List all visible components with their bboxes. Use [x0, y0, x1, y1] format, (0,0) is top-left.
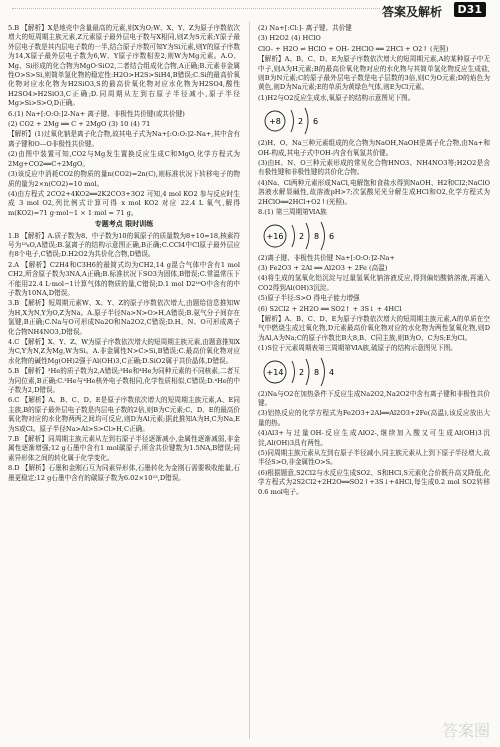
- right-bottom-paragraph: (3) Fe2O3 + 2Al ══ Al2O3 + 2Fe (高温): [258, 263, 388, 272]
- right-top-paragraph: (2) Na+[:Cl:]- 离子键、共价键: [258, 24, 352, 32]
- left-paragraph: 8.D 【解析】石墨和金刚石互为同素异形体,石墨转化为金刚石需要吸收能量,石墨更稳定;12 g石墨中含有的碳原子数为6.02×10²³,D错误。: [8, 464, 240, 482]
- sulfur-shell-2: 8: [314, 231, 320, 241]
- column-divider: [249, 22, 250, 739]
- left-paragraph: 6.C 【解析】A、B、C、D、E是原子序数依次增大的短周期主族元素,A、E同主族,B的原子最外层电子数是内层电子数的2倍,则B为C元素;C、D、E的最高价氧化物对应的水化物两两之间均可反应,则D为Al元素;据此推知A为H,C为Na,E为S或Cl。原子半径Na>Al>S>Cl>H,C正确。: [8, 396, 240, 433]
- right-bottom-paragraph: (2)离子键、非极性共价键 Na+[:O:O:]2-Na+: [258, 253, 395, 262]
- right-bottom-paragraph: (4)将生成的氢氧化铝沉淀与过量氢氧化钠溶液反应,得到偏铝酸钠溶液,再通入CO2得到Al(OH)3沉淀。: [258, 274, 490, 292]
- silicon-atom-diagram: [258, 355, 490, 389]
- right-bottom-paragraph: (6) S2Cl2 + 2H2O ══ SO2↑ + 3S↓ + 4HCl: [258, 304, 402, 313]
- silicon-shell-2: 8: [314, 367, 320, 377]
- right-column-end: [258, 390, 490, 497]
- right-end-paragraph: (4)Al3+与过量OH-反应生成AlO2-,继续加入酸又可生成Al(OH)3沉淀,Al(OH)3具有两性。: [258, 429, 490, 447]
- watermark-logo: 答案圈: [441, 721, 490, 740]
- page-header: [0, 0, 500, 22]
- header-title: 答案及解析: [381, 5, 442, 19]
- oxygen-atom-structure-icon: [258, 104, 368, 138]
- oxygen-nucleus: +8: [269, 117, 281, 127]
- right-column-top: [258, 24, 490, 103]
- right-mid-paragraph: (4)Na、Cl两种元素形成NaCl,电解饱和食盐水得到NaOH、H2和Cl2;NaClO溶液水解显碱性,故溶液pH>7;次氯酸见光分解生成HCl和O2,化学方程式为2HClO══2HCl+O2↑(光照)。: [258, 178, 490, 206]
- right-mid-paragraph: (3)由H、N、O三种元素形成的常见化合物HNO3、NH4NO3等;H2O2是含有极性键和非极性键的共价化合物。: [258, 159, 490, 177]
- right-column-bottom: [258, 254, 490, 354]
- left-column: [8, 24, 240, 484]
- oxygen-shell-1: 2: [298, 117, 304, 127]
- silicon-atom-structure-icon: [258, 355, 378, 389]
- sulfur-nucleus: +16: [266, 231, 284, 241]
- sulfur-shell-3: 6: [329, 231, 335, 241]
- right-column-mid: [258, 139, 490, 217]
- left-paragraph: (3)该反应中消耗CO2的物质的量n(CO2)=2n(C),则标准状况下转移电子的物质的量为2×n(CO2)=10 mol。: [8, 170, 240, 188]
- right-bottom-paragraph: 【解析】A、B、C、D、E为原子序数依次增大的短周期主族元素,A的单质在空气中燃烧生成过氧化物,D元素最高价氧化物对应的水化物为两性氢氧化物,则D为Al,A为Na;C的原子序数比B大8,B、C同主族,则B为O、C为S;E为Cl。: [258, 314, 490, 342]
- left-paragraph: 4.C 【解析】X、Y、Z、W为原子序数依次增大的短周期主族元素,由题意推知X为C,Y为N,Z为Mg,W为Si。A.非金属性N>C>Si,B错误;C.最高价氧化物对应水化物的碱性Mg(OH)2强于Al(OH)3,C正确;D.SiO2属于共价晶体,D错误。: [8, 338, 240, 365]
- right-end-paragraph: (6)根据题意,S2Cl2与水反应生成SO2、S和HCl,S元素化合价既升高又降低,化学方程式为2S2Cl2+2H2O══SO2↑+3S↓+4HCl,每生成0.2 mol SO2转移0.6 mol电子。: [258, 468, 490, 496]
- left-paragraph: (4)由方程式 2CO2+4KO2══2K2CO3+3O2 可知,4 mol KO2 参与反应时生成 3 mol O2,列比例式计算可得 x mol KO2 对应 22.4 L 氧气,解得 m(KO2)=71 g·mol−1 × 1 mol = 71 g。: [8, 189, 240, 217]
- page-number-badge: D31: [454, 2, 486, 17]
- left-paragraph: 【解析】(1)过氧化钠是离子化合物,故其电子式为Na+[:O:O:]2-Na+,其中含有离子键和O—O非极性共价键。: [8, 130, 240, 148]
- silicon-nucleus: +14: [266, 367, 284, 377]
- left-paragraph: 6.(1) Na+[:O:O:]2-Na+ 离子键、非极性共价键(或共价键): [8, 109, 185, 118]
- right-top-paragraph: (1)H2与O2反应生成水,氧原子的结构示意图见下图。: [258, 93, 415, 102]
- sulfur-atom-structure-icon: [258, 219, 378, 253]
- left-paragraph: 5.B 【解析】³He的质子数为2,A错误;³He和⁴He为同种元素的不同核素,二者互为同位素,B正确;C.³He与⁴He核外电子数相同,化学性质相似,C错误;D.⁴He的中子数为2,D错误。: [8, 367, 240, 395]
- header-dotted-rule: [12, 8, 380, 9]
- right-mid-paragraph: (2)H、O、Na三种元素组成的化合物为NaOH,NaOH是离子化合物,由Na+和OH-构成,其电子式中OH-内含有氧氢共价键。: [258, 139, 490, 157]
- right-end-paragraph: (3)铝热反应的化学方程式为Fe2O3+2Al══Al2O3+2Fe(高温),该反应放出大量的热。: [258, 409, 490, 427]
- left-paragraph: 1.B 【解析】A.质子数为8、中子数为10的氧原子的质量数为8+10=18,核素符号为¹⁸₈O,A错误;B.氯离子的结构示意图正确,B正确;C.CCl4中Cl原子最外层应有8个电子,C错误;D.H2O2为共价化合物,D错误。: [8, 231, 240, 259]
- oxygen-shell-2: 6: [313, 117, 319, 127]
- left-paragraph: 2.A 【解析】C2H4和C3H6的最简式均为CH2,14 g混合气体中含有1 mol CH2,所含原子数为3NA,A正确;B.标准状况下SO3为固体,B错误;C.常温常压下不能用22.4 L·mol−1计算气体的物质的量,C错误;D.1 mol D2¹⁶O中含有的中子数为10NA,D错误。: [8, 260, 240, 297]
- right-bottom-paragraph: (1)S位于元素周期表第三周期第ⅥA族,硫原子的结构示意图见下图。: [258, 344, 457, 353]
- left-paragraph: 5.B 【解析】X是地壳中含量最高的元素,则X为O;W、X、Y、Z为原子序数依次增大的短周期主族元素,Z元素原子最外层电子数与X相同,则Z为S元素;Y原子最外层电子数是其内层电子数的一半,结合原子序数可知Y为Si元素,则Y的原子序数为14,X原子最外层电子数为6,W、Y原子序数相差2,则W为Mg元素。A.O、Mg、Si形成的化合物为MgO·SiO2,二者结合组成化合物,A正确;B.元素非金属性O>S>Si,则简单氢化物的稳定性:H2O>H2S>SiH4,B错误;C.Si的最高价氧化物对应水化物为H2SiO3,S的最高价氧化物对应水化物为H2SO4,酸性H2SO4>H2SiO3,C正确;D.同周期从左到右原子半径减小,原子半径Mg>Si>S>O,D正确。: [8, 24, 240, 108]
- silicon-shell-3: 4: [329, 367, 335, 377]
- right-top-paragraph: ClO- + H2O ⇌ HClO + OH- 2HClO ══ 2HCl + O2↑ (光照): [258, 44, 449, 53]
- right-bottom-paragraph: (5)原子半径:S>O 得电子能力增强: [258, 294, 360, 303]
- sulfur-shell-1: 2: [299, 231, 305, 241]
- oxygen-atom-diagram: [258, 104, 490, 138]
- left-paragraph: 7.B 【解析】同周期主族元素从左到右原子半径逐渐减小,金属性逐渐减弱,非金属性逐渐增强;12 g石墨中含有1 mol碳原子,所含共价键数为1.5NA,B错误;同素异形体之间的转化属于化学变化。: [8, 435, 240, 462]
- silicon-shell-1: 2: [299, 367, 305, 377]
- sulfur-atom-diagram: [258, 219, 490, 253]
- left-paragraph: (2) CO2 + 2Mg ══ C + 2MgO (3) 10 (4) 71: [8, 120, 151, 129]
- left-paragraph: 3.B 【解析】短周期元素W、X、Y、Z的原子序数依次增大,由题给信息推知W为H,X为N,Y为O,Z为Na。A.原子半径Na>N>O>H,A错误;B.氨气分子间存在氢键,B正确;C.Na与O可形成Na2O和Na2O2,C错误;D.H、N、O可形成离子化合物NH4NO3,D错误。: [8, 299, 240, 336]
- right-column: [258, 24, 490, 498]
- right-end-paragraph: (2)Na与O2在加热条件下反应生成Na2O2,Na2O2中含有离子键和非极性共价键。: [258, 389, 490, 407]
- left-paragraph: (2)由图中装置可知,CO2与Mg发生置换反应生成C和MgO,化学方程式为2Mg+CO2══C+2MgO。: [8, 150, 240, 168]
- right-top-paragraph: 【解析】A、B、C、D、E为原子序数依次增大的短周期元素,A的某种原子中无中子,则A为H元素;B的最高价氧化物对应的水化物与其简单氢化物反应生成盐,则B为N元素;C的原子最外层电子数是电子层数的3倍,则C为O元素;D的焰色为黄色,则D为Na元素;E的单质为黄绿色气体,则E为Cl元素。: [258, 55, 490, 92]
- right-top-paragraph: (3) H2O2 (4) HClO: [258, 34, 321, 43]
- right-end-paragraph: (5)同周期主族元素从左到右原子半径减小,同主族元素从上到下原子半径增大,故半径S>O,非金属性O>S。: [258, 449, 490, 467]
- section-heading: 专题考点 限时训练: [94, 220, 154, 229]
- right-mid-paragraph: 8.(1) 第三周期第ⅥA族: [258, 208, 327, 217]
